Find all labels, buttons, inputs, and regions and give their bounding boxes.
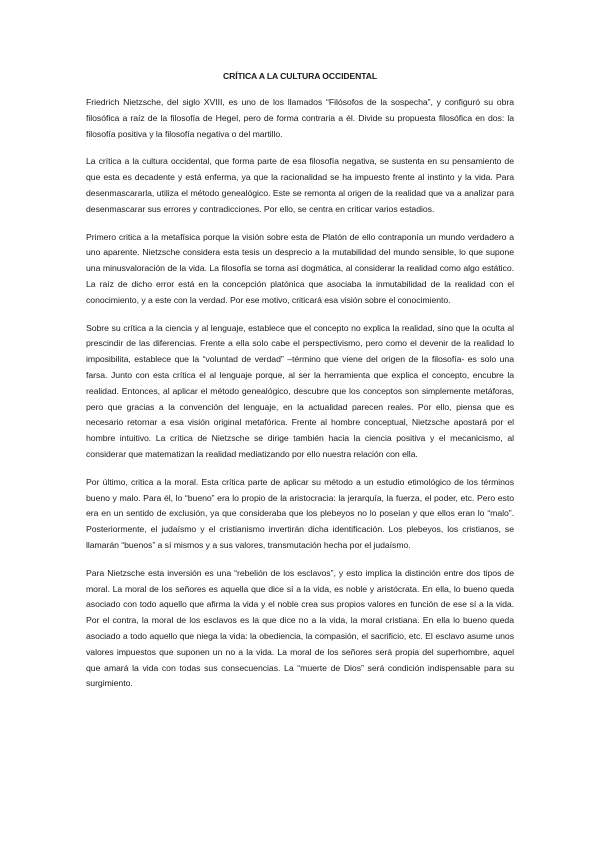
paragraph-esclavos: Para Nietzsche esta inversión es una “rebelión de los esclavos”, y esto implica la distinción entre dos tipos de moral. La moral de los señores es aquella que dice sí a la vida, es noble y aristócrata. En ella, lo bueno queda asociado con todo aquello que afirma la vida y el noble crea sus propios valores en función de ese sí a la vida. Por el contra, la moral de los esclavos es la que dice no a la vida, la moral cristiana. En ella lo bueno queda asociado a todo aquello que niega la vida: la obediencia, la compasión, el sacrificio, etc. El esclavo asume unos valores impuestos que suponen un no a la vida. La moral de los señores será propia del superhombre, aquel que amará la vida con todas sus consecuencias. La “muerte de Dios” será condición indispensable para su surgimiento.: [86, 567, 514, 689]
document-title: CRÍTICA A LA CULTURA OCCIDENTAL: [223, 71, 377, 81]
paragraph-intro: Friedrich Nietzsche, del siglo XVIII, es uno de los llamados “Filósofos de la sospecha”, y configuró su obra filosófica a raíz de la filosofía de Hegel, pero de forma contraria a él. Divide su propuesta filosófica en dos: la filosofía positiva y la filosofía negativa o del martillo.: [86, 97, 514, 139]
paragraph-moral: Por último, critica a la moral. Esta crítica parte de aplicar su método a un estudio etimológico de los términos bueno y malo. Para él, lo “bueno” era lo propio de la aristocracia: la jerarquía, la fuerza, el poder, etc. Pero esto era en un sentido de exclusión, ya que consideraba que los plebeyos no lo poseían y que ellos eran lo “malo”. Posteriormente, el judaísmo y el cristianismo invertirán dicha identificación. Los plebeyos, los cristianos, se llamarán “buenos” a sí mismos y a sus valores, transmutación hecha por el judaísmo.: [86, 476, 514, 550]
paragraph-ciencia-lenguaje: Sobre su crítica a la ciencia y al lenguaje, establece que el concepto no explica la realidad, sino que la oculta al prescindir de las diferencias. Frente a ella solo cabe el perspectivismo, pero como el devenir de la realidad lo imposibilita, establece que la “voluntad de verdad” –término que viene del origen de la filosofía- es solo una farsa. Junto con esta crítica el al lenguaje porque, al ser la herramienta que explica el concepto, encubre la realidad. Entonces, al aplicar el método genealógico, descubre que los conceptos son simplemente metáforas, pero que gracias a la convención del lenguaje, en la actualidad parecen reales. Por ello, piensa que es necesario retornar a esa visión original metafórica. Frente al hombre conceptual, Nietzsche apostará por el hombre intuitivo. La crítica de Nietzsche se dirige también hacia la ciencia positiva y el mecanicismo, al considerar que matematizan la realidad mediatizando por ello nuestra relación con ella.: [86, 322, 514, 459]
paragraph-metafisica: Primero critica a la metafísica porque la visión sobre esta de Platón de ello contraponía un mundo verdadero a uno aparente. Nietzsche considera esta tesis un desprecio a la mutabilidad del mundo sensible, lo que supone una minusvaloración de la vida. La filosofía se torna así dogmática, al considerar la realidad como algo estático. La raíz de dicho error está en la concepción platónica que asociaba la inmutabilidad de la realidad con el conocimiento, y a este con la verdad. Por ese motivo, criticará esa visión sobre el conocimiento.: [86, 231, 514, 305]
paragraph-cultura-occidental: La crítica a la cultura occidental, que forma parte de esa filosofía negativa, se sustenta en su pensamiento de que esta es decadente y está enferma, ya que la racionalidad se ha impuesto frente al instinto y la vida. Para desenmascararla, utiliza el método genealógico. Este se remonta al origen de la realidad que va a analizar para desenmascarar sus errores y contradicciones. Por ello, se centra en criticar varios estadios.: [86, 156, 514, 214]
